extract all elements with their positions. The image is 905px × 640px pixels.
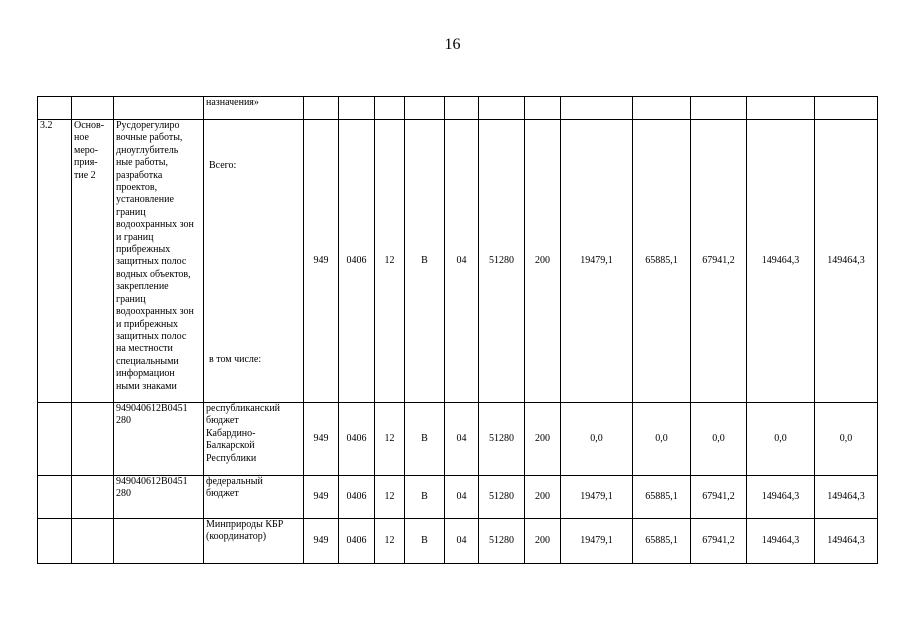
value-cell: 0,0 <box>561 403 633 476</box>
value-cell: В <box>405 519 445 564</box>
value-cell: 200 <box>525 120 561 403</box>
fund-source: республиканский бюджет Кабардино- Балкарской Республики <box>204 403 304 476</box>
value-cell: 0406 <box>339 519 375 564</box>
value-cell: 149464,3 <box>747 120 815 403</box>
value-cell: В <box>405 476 445 519</box>
cell <box>445 97 479 120</box>
including-label: в том числе: <box>209 354 262 365</box>
value-cell: 19479,1 <box>561 476 633 519</box>
value-cell: 67941,2 <box>691 120 747 403</box>
activity-description: Русдорегулиро вочные работы, дноуглубитель ные работы, разработка проектов, установление границ водоохранных зон и границ прибрежных защитных полос водных объектов, закрепление границ водоохранных зон и прибрежных защитных полос на местности специальными информацион ными знаками <box>114 120 204 403</box>
value-cell: 149464,3 <box>815 476 878 519</box>
cell <box>72 97 114 120</box>
value-cell: 04 <box>445 519 479 564</box>
value-cell: 200 <box>525 476 561 519</box>
fund-source: Минприроды КБР (координатор) <box>204 519 304 564</box>
cell <box>479 97 525 120</box>
value-cell: В <box>405 120 445 403</box>
value-cell: 0406 <box>339 403 375 476</box>
value-cell: 04 <box>445 476 479 519</box>
total-label: Всего: <box>209 160 237 171</box>
budget-table <box>37 96 878 564</box>
value-cell: 949 <box>304 403 339 476</box>
cell <box>405 97 445 120</box>
value-cell: 65885,1 <box>633 476 691 519</box>
value-cell: 12 <box>375 120 405 403</box>
value-cell: 51280 <box>479 403 525 476</box>
cell <box>339 97 375 120</box>
cell <box>38 97 72 120</box>
cell <box>633 97 691 120</box>
value-cell: 51280 <box>479 476 525 519</box>
value-cell: 200 <box>525 403 561 476</box>
cell <box>38 519 72 564</box>
cell <box>691 97 747 120</box>
table-row <box>38 403 878 476</box>
cell <box>815 97 878 120</box>
value-cell: 0,0 <box>691 403 747 476</box>
continuation-row <box>38 97 878 120</box>
value-cell: 12 <box>375 476 405 519</box>
budget-code: 949040612B0451 280 <box>114 476 204 519</box>
value-cell: 149464,3 <box>815 519 878 564</box>
value-cell: 67941,2 <box>691 476 747 519</box>
value-cell: 149464,3 <box>747 476 815 519</box>
page-number: 16 <box>444 36 461 53</box>
cell <box>72 476 114 519</box>
fund-cell: назначения» <box>204 97 304 120</box>
cell <box>38 476 72 519</box>
activity-type: Основ- ное меро- прия- тие 2 <box>72 120 114 403</box>
cell <box>38 403 72 476</box>
activity-fund-cell <box>204 120 304 403</box>
value-cell: 0406 <box>339 120 375 403</box>
table-row <box>38 476 878 519</box>
cell <box>525 97 561 120</box>
value-cell: 200 <box>525 519 561 564</box>
budget-code <box>114 519 204 564</box>
value-cell: 19479,1 <box>561 519 633 564</box>
fund-source: федеральный бюджет <box>204 476 304 519</box>
value-cell: 0,0 <box>633 403 691 476</box>
value-cell: 949 <box>304 476 339 519</box>
value-cell: 149464,3 <box>815 120 878 403</box>
value-cell: 149464,3 <box>747 519 815 564</box>
activity-row <box>38 120 878 403</box>
value-cell: 0,0 <box>815 403 878 476</box>
value-cell: 0,0 <box>747 403 815 476</box>
value-cell: 04 <box>445 403 479 476</box>
value-cell: 51280 <box>479 519 525 564</box>
cell <box>747 97 815 120</box>
value-cell: 12 <box>375 519 405 564</box>
cell <box>304 97 339 120</box>
cell <box>114 97 204 120</box>
value-cell: 67941,2 <box>691 519 747 564</box>
cell <box>72 519 114 564</box>
value-cell: 65885,1 <box>633 120 691 403</box>
budget-code: 949040612B0451 280 <box>114 403 204 476</box>
cell <box>375 97 405 120</box>
value-cell: В <box>405 403 445 476</box>
value-cell: 12 <box>375 403 405 476</box>
cell <box>72 403 114 476</box>
table-row <box>38 519 878 564</box>
value-cell: 0406 <box>339 476 375 519</box>
value-cell: 04 <box>445 120 479 403</box>
value-cell: 65885,1 <box>633 519 691 564</box>
value-cell: 949 <box>304 519 339 564</box>
value-cell: 51280 <box>479 120 525 403</box>
value-cell: 949 <box>304 120 339 403</box>
value-cell: 19479,1 <box>561 120 633 403</box>
cell <box>561 97 633 120</box>
activity-number: 3.2 <box>38 120 72 403</box>
